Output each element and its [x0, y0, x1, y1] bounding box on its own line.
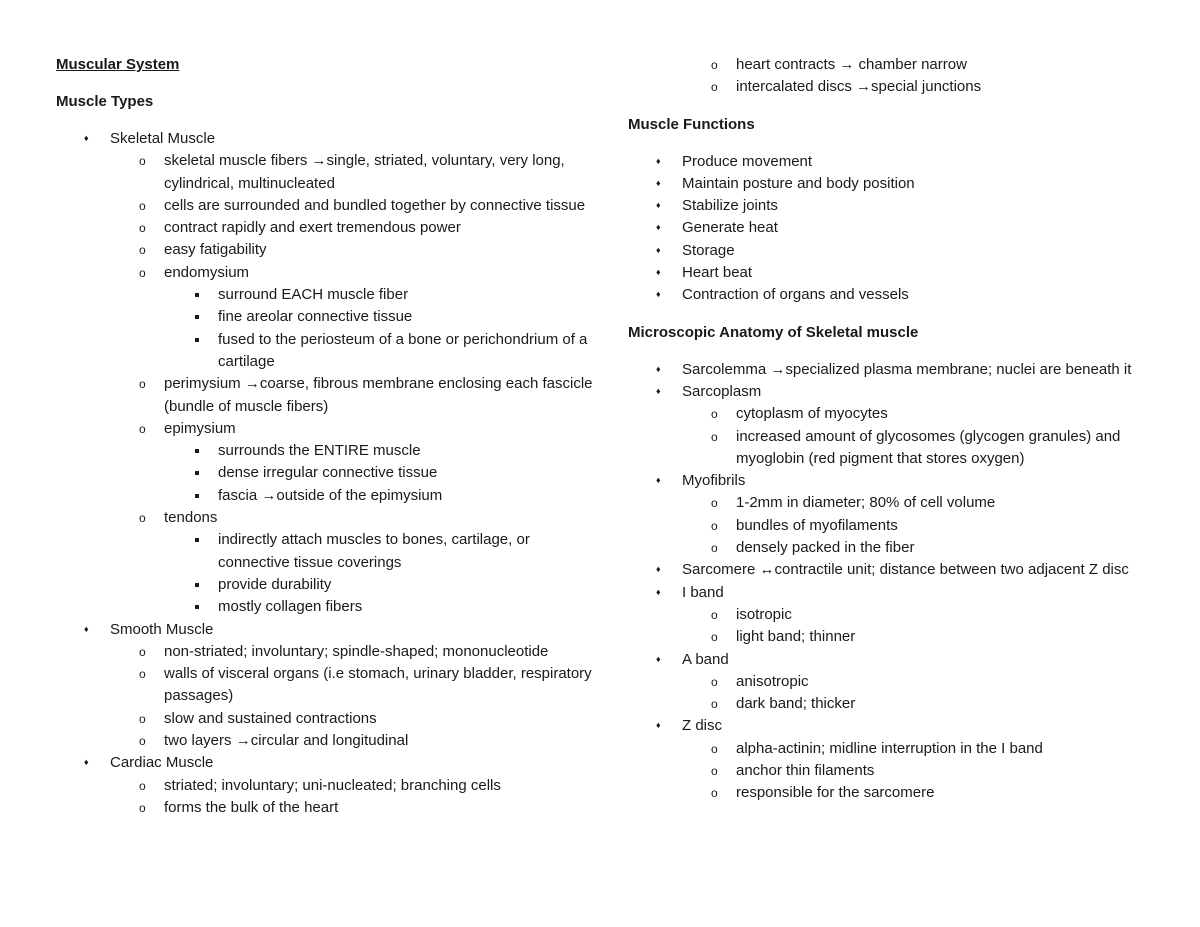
list-item-text: dark band; thicker	[736, 695, 856, 713]
list-item	[110, 708, 596, 730]
epimysium-sublist	[164, 440, 596, 507]
list-item-text: heart contracts → chamber narrow	[736, 56, 967, 73]
list-item-label: Cardiac Muscle	[110, 754, 214, 772]
list-item-endomysium	[110, 262, 596, 373]
list-item-text: mostly collagen fibers	[218, 598, 363, 616]
list-item-text: slow and sustained contractions	[164, 709, 377, 727]
list-item-text: Sarcolemma →specialized plasma membrane; nuclei are beneath it	[682, 360, 1132, 378]
list-item-text: cytoplasm of myocytes	[736, 405, 888, 423]
list-item	[110, 641, 596, 663]
list-item	[682, 626, 1168, 648]
list-item	[110, 195, 596, 217]
list-item-text: Generate heat	[682, 219, 778, 237]
list-item-z-disc	[628, 715, 1168, 804]
muscle-types-list	[56, 128, 596, 819]
list-item-text: fused to the periosteum of a bone or perichondrium of a cartilage	[218, 330, 588, 370]
list-item	[682, 604, 1168, 626]
list-item	[682, 403, 1168, 425]
muscle-functions-list	[628, 151, 1168, 307]
list-item-smooth	[56, 619, 596, 753]
list-item-text: fascia →outside of the epimysium	[218, 486, 443, 504]
list-item	[628, 217, 1168, 239]
list-item-label: Skeletal Muscle	[110, 130, 216, 147]
list-item-label: A band	[682, 650, 729, 668]
list-item-text: Contraction of organs and vessels	[682, 286, 909, 304]
a-band-sublist	[682, 671, 1168, 716]
list-item	[628, 173, 1168, 195]
list-item-text: Stabilize joints	[682, 197, 778, 215]
list-item-text: tendons	[164, 509, 218, 527]
right-column	[628, 54, 1168, 805]
list-item	[110, 775, 596, 797]
list-item	[682, 760, 1168, 782]
endomysium-sublist	[164, 284, 596, 373]
list-item-text: densely packed in the fiber	[736, 539, 915, 557]
list-item-text: fine areolar connective tissue	[218, 308, 413, 326]
list-item	[110, 663, 596, 708]
list-item	[682, 76, 1168, 98]
list-item	[628, 195, 1168, 217]
list-item	[682, 515, 1168, 537]
list-item-label: Sarcoplasm	[682, 382, 762, 400]
list-item	[110, 150, 596, 195]
list-item-text: anisotropic	[736, 672, 809, 690]
list-item	[628, 151, 1168, 173]
tendons-sublist	[164, 529, 596, 618]
list-item-text: alpha-actinin; midline interruption in the I band	[736, 739, 1043, 757]
list-item	[628, 240, 1168, 262]
smooth-sublist	[110, 641, 596, 752]
list-item-text: 1-2mm in diameter; 80% of cell volume	[736, 494, 996, 512]
list-item-text: isotropic	[736, 605, 792, 623]
list-item	[164, 485, 596, 507]
list-item-text: provide durability	[218, 575, 332, 593]
i-band-sublist	[682, 604, 1168, 649]
list-item-text: epimysium	[164, 419, 236, 437]
list-item	[164, 596, 596, 618]
list-item-text: walls of visceral organs (i.e stomach, urinary bladder, respiratory passages)	[164, 665, 592, 705]
list-item	[682, 537, 1168, 559]
list-item	[164, 284, 596, 306]
list-item-tendons	[110, 507, 596, 618]
list-item	[164, 529, 596, 574]
document-title: Muscular System	[56, 56, 180, 73]
sarcoplasm-sublist	[682, 403, 1168, 470]
list-item-skeletal	[56, 128, 596, 619]
list-item-epimysium	[110, 418, 596, 507]
list-item	[110, 239, 596, 261]
list-item-text: striated; involuntary; uni-nucleated; branching cells	[164, 776, 501, 794]
list-item-text: anchor thin filaments	[736, 762, 875, 780]
list-item-sarcolemma	[628, 359, 1168, 381]
list-item	[682, 782, 1168, 804]
list-item-text: endomysium	[164, 263, 250, 281]
list-item-sarcoplasm	[628, 381, 1168, 470]
list-item-text: perimysium →coarse, fibrous membrane enclosing each fascicle (bundle of muscle fibers)	[164, 375, 593, 415]
list-item-text: cells are surrounded and bundled together by connective tissue	[164, 196, 586, 214]
list-item-text: forms the bulk of the heart	[164, 798, 339, 816]
list-item	[682, 426, 1168, 471]
list-item	[164, 306, 596, 328]
heading-muscle-functions: Muscle Functions	[628, 115, 755, 133]
list-item	[164, 462, 596, 484]
list-item-text: easy fatigability	[164, 241, 267, 259]
list-item-text: skeletal muscle fibers →single, striated, voluntary, very long, cylindrical, multinucleated	[164, 152, 565, 192]
list-item-text: indirectly attach muscles to bones, cartilage, or connective tissue coverings	[218, 531, 530, 571]
list-item-a-band	[628, 649, 1168, 716]
list-item	[164, 440, 596, 462]
list-item-cardiac	[56, 752, 596, 819]
left-column	[56, 54, 596, 819]
list-item	[682, 54, 1168, 76]
list-item	[110, 217, 596, 239]
list-item-text: Maintain posture and body position	[682, 174, 915, 192]
z-disc-sublist	[682, 738, 1168, 805]
list-item-text: surrounds the ENTIRE muscle	[218, 442, 421, 460]
list-item	[164, 329, 596, 374]
list-item	[110, 797, 596, 819]
list-item-text: Heart beat	[682, 264, 753, 282]
skeletal-sublist	[110, 150, 596, 618]
list-item-text: Sarcomere ↔contractile unit; distance between two adjacent Z disc	[682, 561, 1129, 579]
cardiac-continued-sublist	[682, 54, 1168, 99]
list-item	[628, 262, 1168, 284]
list-item-text: contract rapidly and exert tremendous power	[164, 219, 461, 237]
list-item-text: Storage	[682, 241, 735, 259]
list-item	[628, 284, 1168, 306]
list-item-text: responsible for the sarcomere	[736, 784, 935, 802]
list-item-label: Z disc	[682, 717, 723, 735]
list-item	[110, 373, 596, 418]
heading-muscle-types: Muscle Types	[56, 93, 154, 110]
list-item	[110, 730, 596, 752]
list-item-text: bundles of myofilaments	[736, 516, 898, 534]
list-item	[682, 492, 1168, 514]
list-item-text: Produce movement	[682, 152, 813, 170]
list-item	[682, 671, 1168, 693]
list-item-text: intercalated discs →special junctions	[736, 78, 982, 96]
myofibrils-sublist	[682, 492, 1168, 559]
list-item-text: dense irregular connective tissue	[218, 464, 438, 482]
list-item-myofibrils	[628, 470, 1168, 559]
heading-microscopic-anatomy: Microscopic Anatomy of Skeletal muscle	[628, 323, 919, 341]
list-item	[682, 738, 1168, 760]
list-item-i-band	[628, 582, 1168, 649]
cardiac-sublist	[110, 775, 596, 820]
list-item-text: increased amount of glycosomes (glycogen granules) and myoglobin (red pigment that stores oxygen)	[736, 427, 1121, 467]
microscopic-anatomy-list	[628, 359, 1168, 805]
list-item-label: Smooth Muscle	[110, 620, 214, 638]
list-item-text: two layers →circular and longitudinal	[164, 732, 409, 750]
list-item-sarcomere	[628, 559, 1168, 581]
list-item-text: surround EACH muscle fiber	[218, 286, 409, 304]
list-item-label: I band	[682, 583, 724, 601]
list-item	[164, 574, 596, 596]
list-item-label: Myofibrils	[682, 472, 746, 490]
list-item-text: light band; thinner	[736, 628, 856, 646]
list-item	[682, 693, 1168, 715]
list-item-text: non-striated; involuntary; spindle-shaped; mononucleotide	[164, 642, 549, 660]
